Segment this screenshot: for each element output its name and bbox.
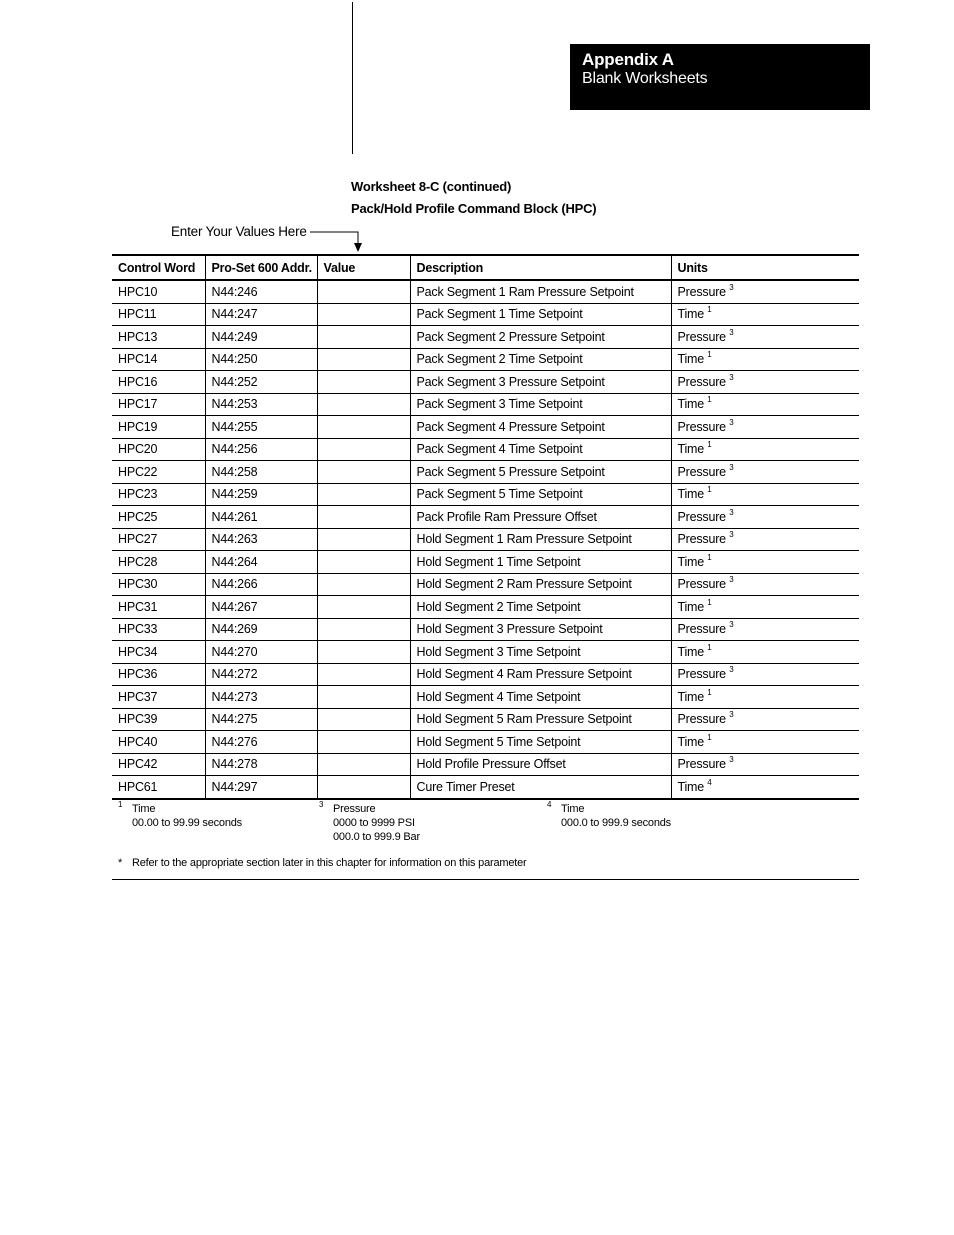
- address-cell: N44:250: [205, 348, 317, 371]
- units-cell: [671, 438, 859, 461]
- control-word-cell: HPC23: [112, 483, 205, 506]
- footnote-ref: 1: [707, 687, 712, 697]
- description-cell: Hold Segment 5 Ram Pressure Setpoint: [410, 708, 671, 731]
- control-word-cell: HPC34: [112, 641, 205, 664]
- value-cell[interactable]: [317, 326, 410, 349]
- footnote-ref: 1: [707, 642, 712, 652]
- address-cell: N44:261: [205, 506, 317, 529]
- units-cell: [671, 348, 859, 371]
- col-header-description: Description: [410, 255, 671, 280]
- value-cell[interactable]: [317, 573, 410, 596]
- footnote-ref: 3: [729, 665, 734, 675]
- description-cell: Pack Profile Ram Pressure Offset: [410, 506, 671, 529]
- address-cell: N44:264: [205, 551, 317, 574]
- value-cell[interactable]: [317, 483, 410, 506]
- control-word-cell: HPC31: [112, 596, 205, 619]
- appendix-subtitle: Blank Worksheets: [582, 70, 708, 87]
- footnote-4-number: 4: [547, 800, 552, 809]
- description-cell: Hold Segment 5 Time Setpoint: [410, 731, 671, 754]
- value-cell[interactable]: [317, 506, 410, 529]
- units-label: Time: [677, 734, 705, 749]
- value-cell[interactable]: [317, 686, 410, 709]
- appendix-label: Appendix A: [582, 50, 674, 69]
- table-row: [112, 641, 859, 664]
- table-row: [112, 686, 859, 709]
- footnote-ref: 4: [707, 777, 712, 787]
- control-word-cell: HPC28: [112, 551, 205, 574]
- col-header-units: Units: [671, 255, 859, 280]
- table-row: [112, 551, 859, 574]
- control-word-cell: HPC37: [112, 686, 205, 709]
- units-label: Time: [677, 397, 705, 412]
- address-cell: N44:247: [205, 303, 317, 326]
- units-label: Time: [677, 352, 705, 367]
- footnote-1: [118, 802, 242, 830]
- footnote-3: [319, 802, 420, 844]
- footnote-3-line: 000.0 to 999.9 Bar: [333, 831, 420, 843]
- description-cell: Hold Segment 4 Ram Pressure Setpoint: [410, 663, 671, 686]
- units-label: Time: [677, 644, 705, 659]
- control-word-cell: HPC19: [112, 416, 205, 439]
- note-asterisk: *: [118, 857, 123, 869]
- description-cell: Pack Segment 5 Pressure Setpoint: [410, 461, 671, 484]
- bottom-rule: [112, 879, 859, 880]
- value-cell[interactable]: [317, 618, 410, 641]
- units-label: Pressure: [677, 667, 726, 682]
- table-row: [112, 280, 859, 303]
- arrow-down-icon: [300, 228, 370, 254]
- units-label: Pressure: [677, 464, 726, 479]
- units-cell: [671, 663, 859, 686]
- enter-values-label: Enter Your Values Here: [171, 224, 307, 239]
- footnote-3-line: 0000 to 9999 PSI: [333, 817, 415, 829]
- address-cell: N44:246: [205, 280, 317, 303]
- control-word-cell: HPC27: [112, 528, 205, 551]
- address-cell: N44:275: [205, 708, 317, 731]
- footnote-1-line: Time: [132, 803, 156, 815]
- footnote-ref: 3: [729, 620, 734, 630]
- table-row: [112, 371, 859, 394]
- note-text: Refer to the appropriate section later in this chapter for information on this parameter: [132, 857, 527, 869]
- footnote-ref: 3: [729, 282, 734, 292]
- description-cell: Pack Segment 4 Time Setpoint: [410, 438, 671, 461]
- units-label: Time: [677, 487, 705, 502]
- col-header-address: Pro-Set 600 Addr.: [205, 255, 317, 280]
- control-word-cell: HPC14: [112, 348, 205, 371]
- description-cell: Pack Segment 5 Time Setpoint: [410, 483, 671, 506]
- control-word-cell: HPC22: [112, 461, 205, 484]
- description-cell: Hold Segment 3 Time Setpoint: [410, 641, 671, 664]
- footnote-ref: 1: [707, 597, 712, 607]
- footnote-ref: 1: [707, 732, 712, 742]
- description-cell: Cure Timer Preset: [410, 776, 671, 799]
- footnote-4-line: Time: [561, 803, 585, 815]
- address-cell: N44:297: [205, 776, 317, 799]
- control-word-cell: HPC13: [112, 326, 205, 349]
- control-word-cell: HPC33: [112, 618, 205, 641]
- value-cell[interactable]: [317, 371, 410, 394]
- units-cell: [671, 753, 859, 776]
- units-label: Pressure: [677, 374, 726, 389]
- control-word-cell: HPC25: [112, 506, 205, 529]
- units-cell: [671, 776, 859, 799]
- table-row: [112, 663, 859, 686]
- parameter-note: [118, 857, 527, 869]
- units-cell: [671, 303, 859, 326]
- margin-rule: [352, 2, 353, 154]
- address-cell: N44:276: [205, 731, 317, 754]
- value-cell[interactable]: [317, 551, 410, 574]
- table-row: [112, 461, 859, 484]
- footnote-ref: 1: [707, 552, 712, 562]
- value-cell[interactable]: [317, 280, 410, 303]
- description-cell: Pack Segment 1 Time Setpoint: [410, 303, 671, 326]
- footnote-4: [547, 802, 671, 830]
- address-cell: N44:273: [205, 686, 317, 709]
- address-cell: N44:263: [205, 528, 317, 551]
- footnote-3-line: Pressure: [333, 803, 376, 815]
- units-cell: [671, 573, 859, 596]
- table-row: [112, 753, 859, 776]
- value-cell[interactable]: [317, 708, 410, 731]
- footnote-ref: 3: [729, 755, 734, 765]
- value-cell[interactable]: [317, 596, 410, 619]
- description-cell: Pack Segment 3 Time Setpoint: [410, 393, 671, 416]
- control-word-cell: HPC30: [112, 573, 205, 596]
- table-row: [112, 708, 859, 731]
- units-label: Pressure: [677, 509, 726, 524]
- value-cell[interactable]: [317, 416, 410, 439]
- description-cell: Hold Segment 1 Ram Pressure Setpoint: [410, 528, 671, 551]
- units-label: Pressure: [677, 622, 726, 637]
- control-word-cell: HPC17: [112, 393, 205, 416]
- units-cell: [671, 416, 859, 439]
- control-word-cell: HPC40: [112, 731, 205, 754]
- address-cell: N44:258: [205, 461, 317, 484]
- footnote-1-line: 00.00 to 99.99 seconds: [132, 817, 242, 829]
- value-cell[interactable]: [317, 776, 410, 799]
- address-cell: N44:256: [205, 438, 317, 461]
- table-row: [112, 573, 859, 596]
- worksheet-subtitle: Pack/Hold Profile Command Block (HPC): [351, 201, 597, 216]
- footnote-ref: 3: [729, 575, 734, 585]
- units-cell: [671, 618, 859, 641]
- units-cell: [671, 641, 859, 664]
- table-header-row: [112, 255, 859, 280]
- units-label: Time: [677, 554, 705, 569]
- units-label: Pressure: [677, 577, 726, 592]
- units-cell: [671, 708, 859, 731]
- table-row: [112, 416, 859, 439]
- description-cell: Pack Segment 1 Ram Pressure Setpoint: [410, 280, 671, 303]
- address-cell: N44:278: [205, 753, 317, 776]
- description-cell: Hold Profile Pressure Offset: [410, 753, 671, 776]
- units-label: Time: [677, 307, 705, 322]
- units-cell: [671, 731, 859, 754]
- table-row: [112, 528, 859, 551]
- control-word-cell: HPC20: [112, 438, 205, 461]
- units-label: Pressure: [677, 712, 726, 727]
- table-row: [112, 776, 859, 799]
- units-cell: [671, 280, 859, 303]
- footnote-ref: 3: [729, 327, 734, 337]
- units-cell: [671, 596, 859, 619]
- footnote-4-line: 000.0 to 999.9 seconds: [561, 817, 671, 829]
- units-cell: [671, 528, 859, 551]
- control-word-cell: HPC42: [112, 753, 205, 776]
- table-row: [112, 731, 859, 754]
- address-cell: N44:253: [205, 393, 317, 416]
- footnote-ref: 3: [729, 530, 734, 540]
- col-header-control-word: Control Word: [112, 255, 205, 280]
- units-cell: [671, 461, 859, 484]
- value-cell[interactable]: [317, 438, 410, 461]
- worksheet-table: [112, 254, 859, 800]
- value-cell[interactable]: [317, 731, 410, 754]
- control-word-cell: HPC11: [112, 303, 205, 326]
- appendix-header: [570, 44, 870, 110]
- control-word-cell: HPC16: [112, 371, 205, 394]
- address-cell: N44:266: [205, 573, 317, 596]
- footnote-ref: 3: [729, 710, 734, 720]
- value-cell[interactable]: [317, 461, 410, 484]
- units-label: Pressure: [677, 757, 726, 772]
- description-cell: Hold Segment 2 Time Setpoint: [410, 596, 671, 619]
- footnote-ref: 1: [707, 440, 712, 450]
- footnote-ref: 3: [729, 462, 734, 472]
- control-word-cell: HPC61: [112, 776, 205, 799]
- footnote-ref: 1: [707, 395, 712, 405]
- control-word-cell: HPC36: [112, 663, 205, 686]
- footnote-ref: 1: [707, 305, 712, 315]
- address-cell: N44:272: [205, 663, 317, 686]
- units-cell: [671, 483, 859, 506]
- units-label: Pressure: [677, 419, 726, 434]
- description-cell: Pack Segment 2 Pressure Setpoint: [410, 326, 671, 349]
- description-cell: Pack Segment 4 Pressure Setpoint: [410, 416, 671, 439]
- value-cell[interactable]: [317, 393, 410, 416]
- footnote-ref: 3: [729, 372, 734, 382]
- table-row: [112, 506, 859, 529]
- units-label: Time: [677, 599, 705, 614]
- footnote-ref: 1: [707, 350, 712, 360]
- address-cell: N44:252: [205, 371, 317, 394]
- units-label: Pressure: [677, 532, 726, 547]
- col-header-value: Value: [317, 255, 410, 280]
- table-row: [112, 303, 859, 326]
- footnote-1-number: 1: [118, 800, 123, 809]
- address-cell: N44:269: [205, 618, 317, 641]
- table-row: [112, 326, 859, 349]
- address-cell: N44:249: [205, 326, 317, 349]
- footnote-ref: 1: [707, 485, 712, 495]
- control-word-cell: HPC10: [112, 280, 205, 303]
- table-row: [112, 596, 859, 619]
- units-label: Pressure: [677, 284, 726, 299]
- units-label: Pressure: [677, 329, 726, 344]
- value-cell[interactable]: [317, 641, 410, 664]
- description-cell: Hold Segment 2 Ram Pressure Setpoint: [410, 573, 671, 596]
- table-row: [112, 618, 859, 641]
- table-row: [112, 348, 859, 371]
- units-cell: [671, 326, 859, 349]
- units-cell: [671, 551, 859, 574]
- units-cell: [671, 506, 859, 529]
- description-cell: Hold Segment 3 Pressure Setpoint: [410, 618, 671, 641]
- table-row: [112, 393, 859, 416]
- address-cell: N44:267: [205, 596, 317, 619]
- worksheet-title: Worksheet 8-C (continued): [351, 179, 512, 194]
- description-cell: Pack Segment 3 Pressure Setpoint: [410, 371, 671, 394]
- value-cell[interactable]: [317, 663, 410, 686]
- units-label: Time: [677, 442, 705, 457]
- description-cell: Hold Segment 4 Time Setpoint: [410, 686, 671, 709]
- value-cell[interactable]: [317, 303, 410, 326]
- footnote-ref: 3: [729, 507, 734, 517]
- description-cell: Hold Segment 1 Time Setpoint: [410, 551, 671, 574]
- value-cell[interactable]: [317, 528, 410, 551]
- footnote-3-number: 3: [319, 800, 324, 809]
- address-cell: N44:255: [205, 416, 317, 439]
- table-row: [112, 483, 859, 506]
- address-cell: N44:270: [205, 641, 317, 664]
- address-cell: N44:259: [205, 483, 317, 506]
- units-cell: [671, 686, 859, 709]
- value-cell[interactable]: [317, 753, 410, 776]
- units-label: Time: [677, 779, 705, 794]
- control-word-cell: HPC39: [112, 708, 205, 731]
- description-cell: Pack Segment 2 Time Setpoint: [410, 348, 671, 371]
- table-row: [112, 438, 859, 461]
- value-cell[interactable]: [317, 348, 410, 371]
- units-cell: [671, 371, 859, 394]
- footnote-ref: 3: [729, 417, 734, 427]
- units-cell: [671, 393, 859, 416]
- units-label: Time: [677, 689, 705, 704]
